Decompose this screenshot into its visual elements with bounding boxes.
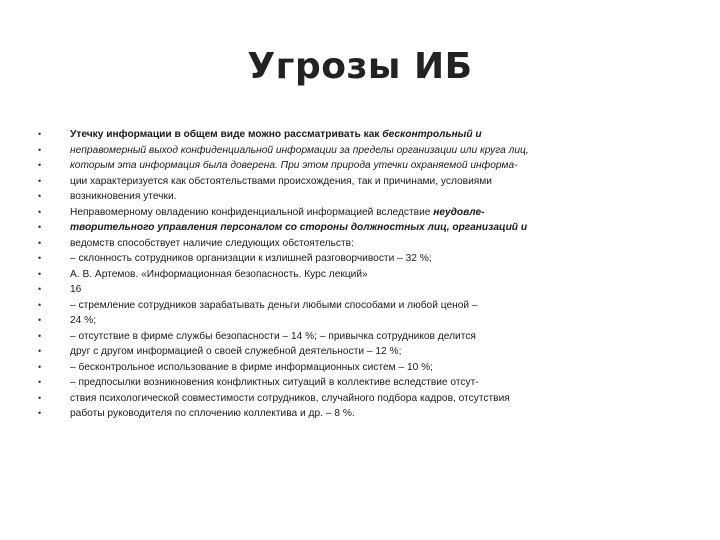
bullet-dot-icon: • [38, 299, 42, 310]
bullet-text: – предпосылки возникновения конфликтных ситуаций в коллективе вследствие отсут- [70, 377, 479, 388]
bullet-text: – бесконтрольное использование в фирме информационных систем – 10 %; [70, 361, 433, 373]
bullet-line [38, 236, 638, 252]
bullet-dot-icon: • [38, 361, 42, 372]
bullet-line [38, 267, 638, 283]
bullet-line [38, 391, 638, 407]
bullet-text: возникновения утечки. [70, 191, 177, 202]
bullet-text: ведомств способствует наличие следующих обстоятельств: [70, 237, 354, 249]
bullet-line [38, 406, 638, 422]
bullet-dot-icon: • [38, 392, 42, 403]
bullet-line [38, 205, 638, 221]
bullet-dot-icon: • [38, 268, 42, 279]
bullet-line [38, 174, 638, 190]
bullet-text: ствия психологической совместимости сотрудников, случайного подбора кадров, отсутствия [70, 392, 510, 404]
bullet-dot-icon: • [38, 144, 42, 155]
bullet-line [38, 282, 638, 298]
bullet-text: Неправомерному овладению конфиденциальной информацией вследствие [70, 206, 434, 218]
bullet-text: – стремление сотрудников зарабатывать деньги любыми способами и любой ценой – [70, 299, 478, 311]
bullet-dot-icon: • [38, 253, 42, 263]
bullet-text: друг с другом информацией о своей служебной деятельности – 12 %; [70, 346, 402, 357]
bullet-dot-icon: • [38, 330, 42, 341]
bullet-line [38, 360, 638, 376]
bullet-line [38, 189, 638, 205]
bullet-text: Утечку информации в общем виде можно рассматривать как [70, 129, 383, 140]
bullet-line [38, 220, 638, 236]
bullet-dot-icon: • [38, 206, 42, 217]
bullet-text: неудовле- [433, 206, 485, 218]
bullet-list [38, 127, 638, 422]
bullet-dot-icon: • [38, 284, 42, 294]
bullet-line [38, 127, 638, 143]
bullet-line [38, 158, 638, 174]
bullet-line [38, 251, 638, 267]
bullet-text: А. В. Артемов. «Информационная безопасность. Курс лекций» [70, 268, 368, 280]
bullet-line [38, 344, 638, 360]
bullet-text: – отсутствие в фирме службы безопасности – 14 %; – привычка сотрудников делится [70, 330, 476, 342]
bullet-dot-icon: • [38, 160, 42, 170]
bullet-text: работы руководителя по сплочению коллектива и др. – 8 %. [70, 408, 355, 419]
bullet-line [38, 375, 638, 391]
bullet-text: бесконтрольный и [382, 129, 482, 140]
bullet-text: 16 [70, 284, 82, 295]
bullet-dot-icon: • [38, 175, 42, 186]
bullet-dot-icon: • [38, 315, 42, 325]
bullet-text: 24 %; [70, 315, 97, 326]
bullet-dot-icon: • [38, 129, 42, 139]
bullet-text: – склонность сотрудников организации к излишней разговорчивости – 32 %; [70, 253, 432, 264]
bullet-text: которым эта информация была доверена. При этом природа утечки охраняемой информа- [70, 160, 518, 171]
bullet-text: ции характеризуется как обстоятельствами происхождения, так и причинами, условиями [70, 175, 492, 187]
slide-title: Угрозы ИБ [247, 46, 473, 87]
bullet-line [38, 298, 638, 314]
bullet-dot-icon: • [38, 377, 42, 387]
bullet-text: творительного управления персоналом со стороны должностных лиц, организаций и [70, 222, 528, 233]
bullet-dot-icon: • [38, 408, 42, 418]
bullet-line [38, 143, 638, 159]
bullet-text: неправомерный выход конфиденциальной информации за пределы организации или круга лиц, [70, 144, 529, 156]
bullet-line [38, 329, 638, 345]
bullet-dot-icon: • [38, 222, 42, 232]
bullet-dot-icon: • [38, 346, 42, 356]
bullet-dot-icon: • [38, 237, 42, 248]
bullet-dot-icon: • [38, 191, 42, 201]
bullet-line [38, 313, 638, 329]
